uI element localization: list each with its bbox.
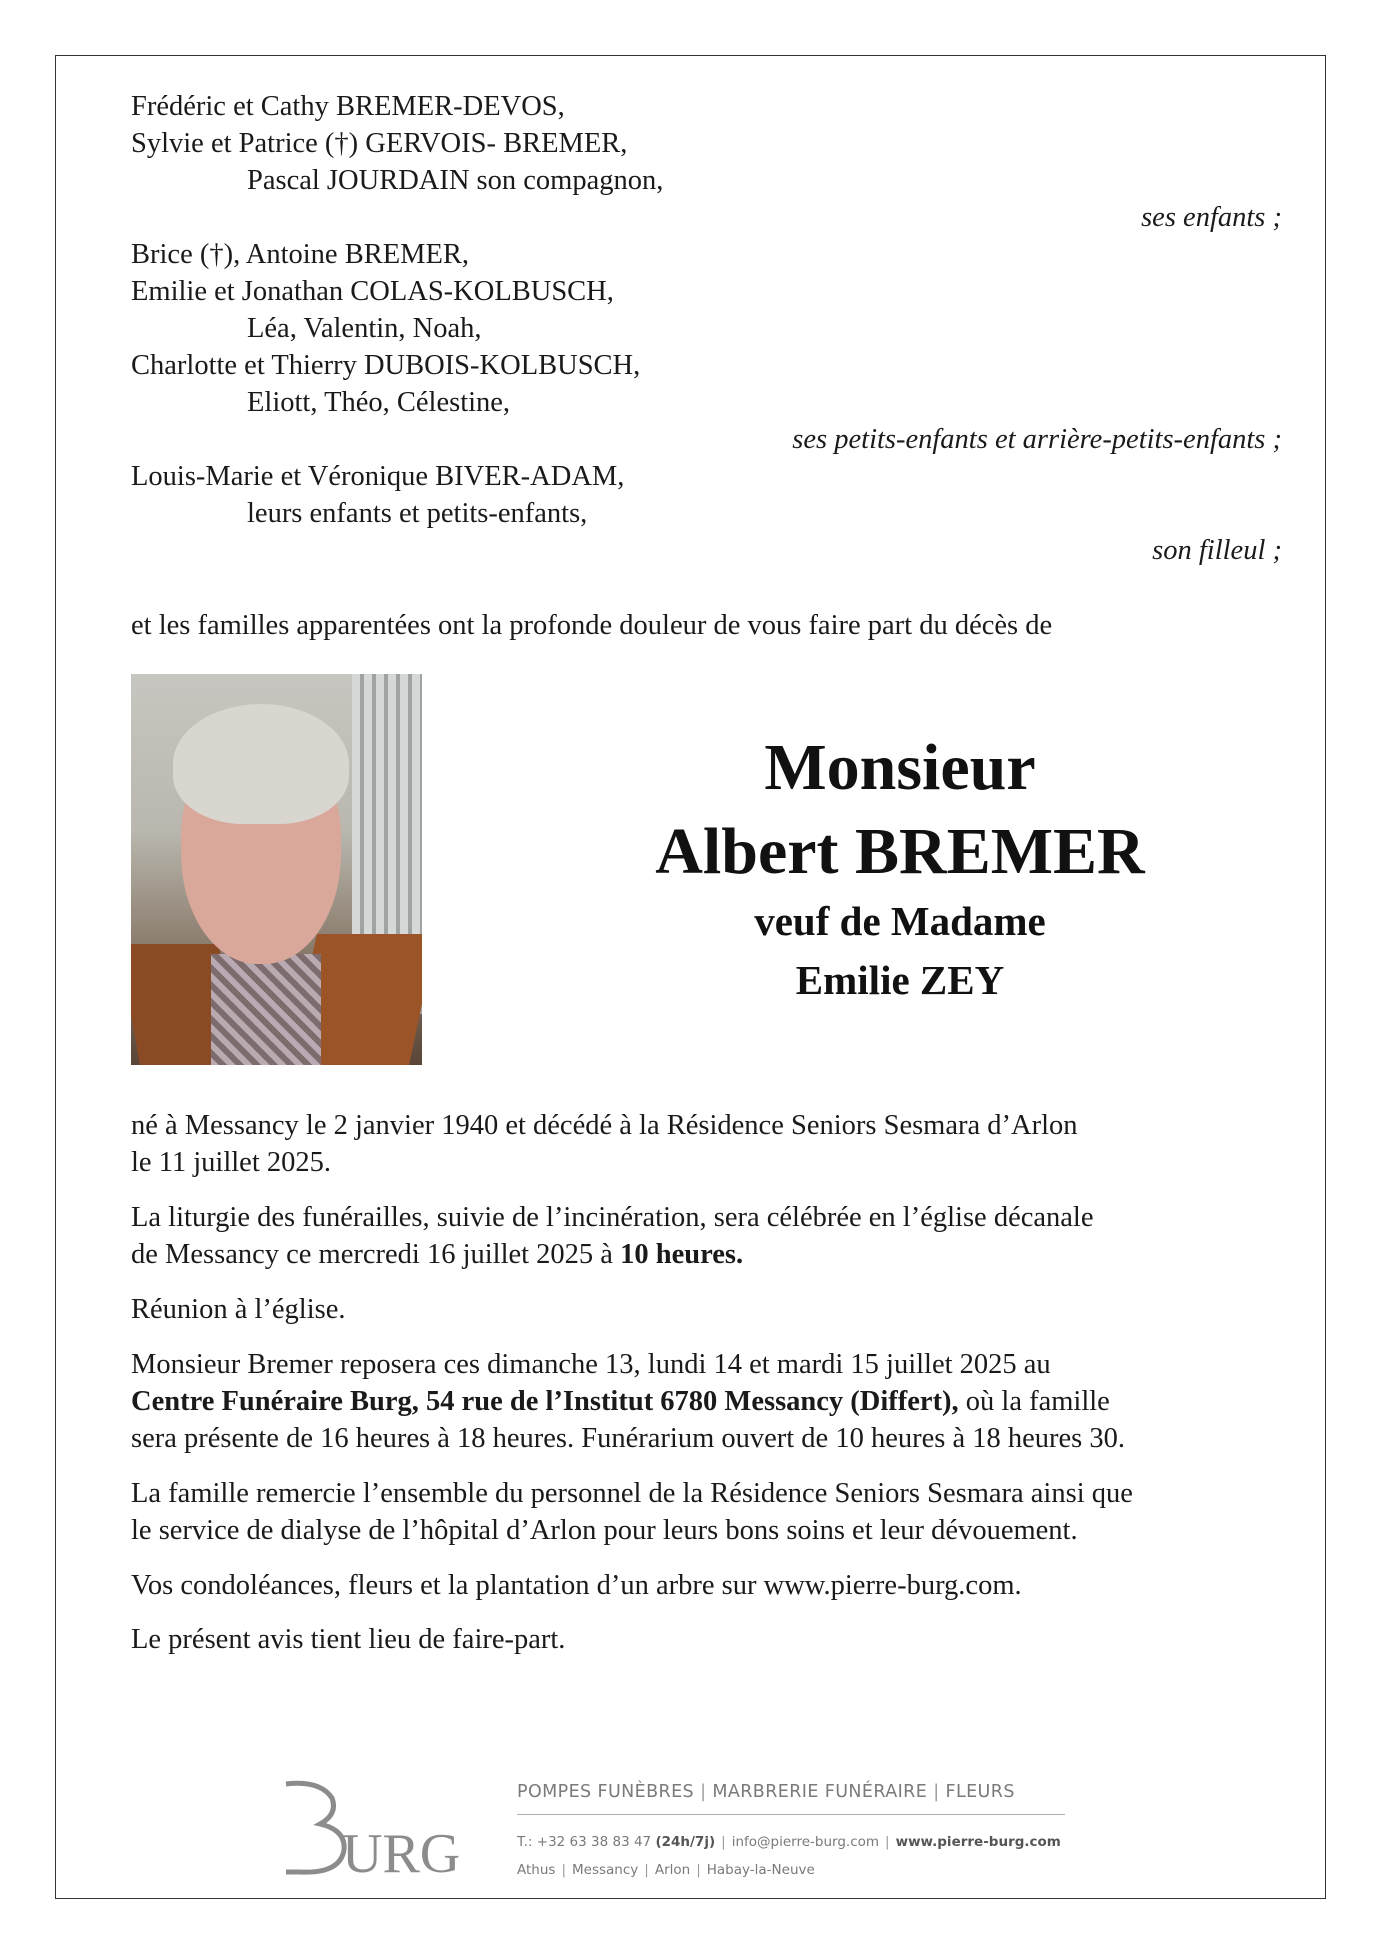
family-line-1: Frédéric et Cathy BREMER-DEVOS,	[131, 91, 565, 122]
website-link[interactable]: www.pierre-burg.com	[895, 1834, 1061, 1850]
phone-number: T.: +32 63 38 83 47	[517, 1834, 656, 1850]
deceased-name: Albert BREMER	[655, 815, 1145, 888]
notice-paragraph: Le présent avis tient lieu de faire-part.	[131, 1624, 566, 1655]
family-line-5: Emilie et Jonathan COLAS-KOLBUSCH,	[131, 276, 614, 307]
burg-logo	[280, 1778, 480, 1878]
contact-line: T.: +32 63 38 83 47 (24h/7j) | info@pierre-burg.com | www.pierre-burg.com	[517, 1834, 1061, 1850]
family-line-8: Eliott, Théo, Célestine,	[247, 387, 511, 418]
svg-text:URG: URG	[342, 1823, 461, 1878]
meeting-paragraph: Réunion à l’église.	[131, 1294, 346, 1325]
family-line-7: Charlotte et Thierry DUBOIS-KOLBUSCH,	[131, 350, 641, 381]
footer-divider	[517, 1814, 1065, 1815]
deceased-title: Monsieur	[764, 731, 1036, 804]
relation-godson: son filleul ;	[1152, 535, 1282, 566]
condolences-paragraph: Vos condoléances, fleurs et la plantation d’un arbre sur www.pierre-burg.com.	[131, 1570, 1022, 1601]
spouse-name: Emilie ZEY	[795, 957, 1005, 1003]
locations-list: Athus | Messancy | Arlon | Habay-la-Neuve	[517, 1862, 815, 1878]
family-line-2: Sylvie et Patrice (†) GERVOIS- BREMER,	[131, 128, 628, 159]
thanks-paragraph: La famille remercie l’ensemble du personnel de la Résidence Seniors Sesmara ainsi que le service de dialyse de l’hôpital d’Arlon pour leurs bons soins et leur dévouement.	[131, 1478, 1133, 1546]
family-line-4: Brice (†), Antoine BREMER,	[131, 239, 470, 270]
birth-death-paragraph: né à Messancy le 2 janvier 1940 et décédé à la Résidence Seniors Sesmara d’Arlon le 11 juillet 2025.	[131, 1110, 1078, 1178]
funeral-paragraph: La liturgie des funérailles, suivie de l’incinération, sera célébrée en l’église décanale de Messancy ce mercredi 16 juillet 2025 à 10 heures.	[131, 1202, 1094, 1270]
portrait-photo	[131, 674, 422, 1065]
family-line-9: Louis-Marie et Véronique BIVER-ADAM,	[131, 461, 625, 492]
relation-grandchildren: ses petits-enfants et arrière-petits-enfants ;	[792, 424, 1282, 455]
family-line-3: Pascal JOURDAIN son compagnon,	[247, 165, 664, 196]
widow-of: veuf de Madame	[754, 898, 1046, 944]
email-link[interactable]: info@pierre-burg.com	[731, 1834, 880, 1850]
family-line-10: leurs enfants et petits-enfants,	[247, 498, 588, 529]
relation-children: ses enfants ;	[1141, 202, 1282, 233]
intro-text: et les familles apparentées ont la profonde douleur de vous faire part du décès de	[131, 610, 1053, 641]
viewing-paragraph: Monsieur Bremer reposera ces dimanche 13, lundi 14 et mardi 15 juillet 2025 au Centre Funéraire Burg, 54 rue de l’Institut 6780 Messancy (Differt), où la famille sera présente de 16 heures à 18 heures. Funérarium ouvert de 10 heures à 18 heures 30.	[131, 1349, 1125, 1454]
family-line-6: Léa, Valentin, Noah,	[247, 313, 482, 344]
services-list: POMPES FUNÈBRES | MARBRERIE FUNÉRAIRE | FLEURS	[517, 1782, 1015, 1802]
